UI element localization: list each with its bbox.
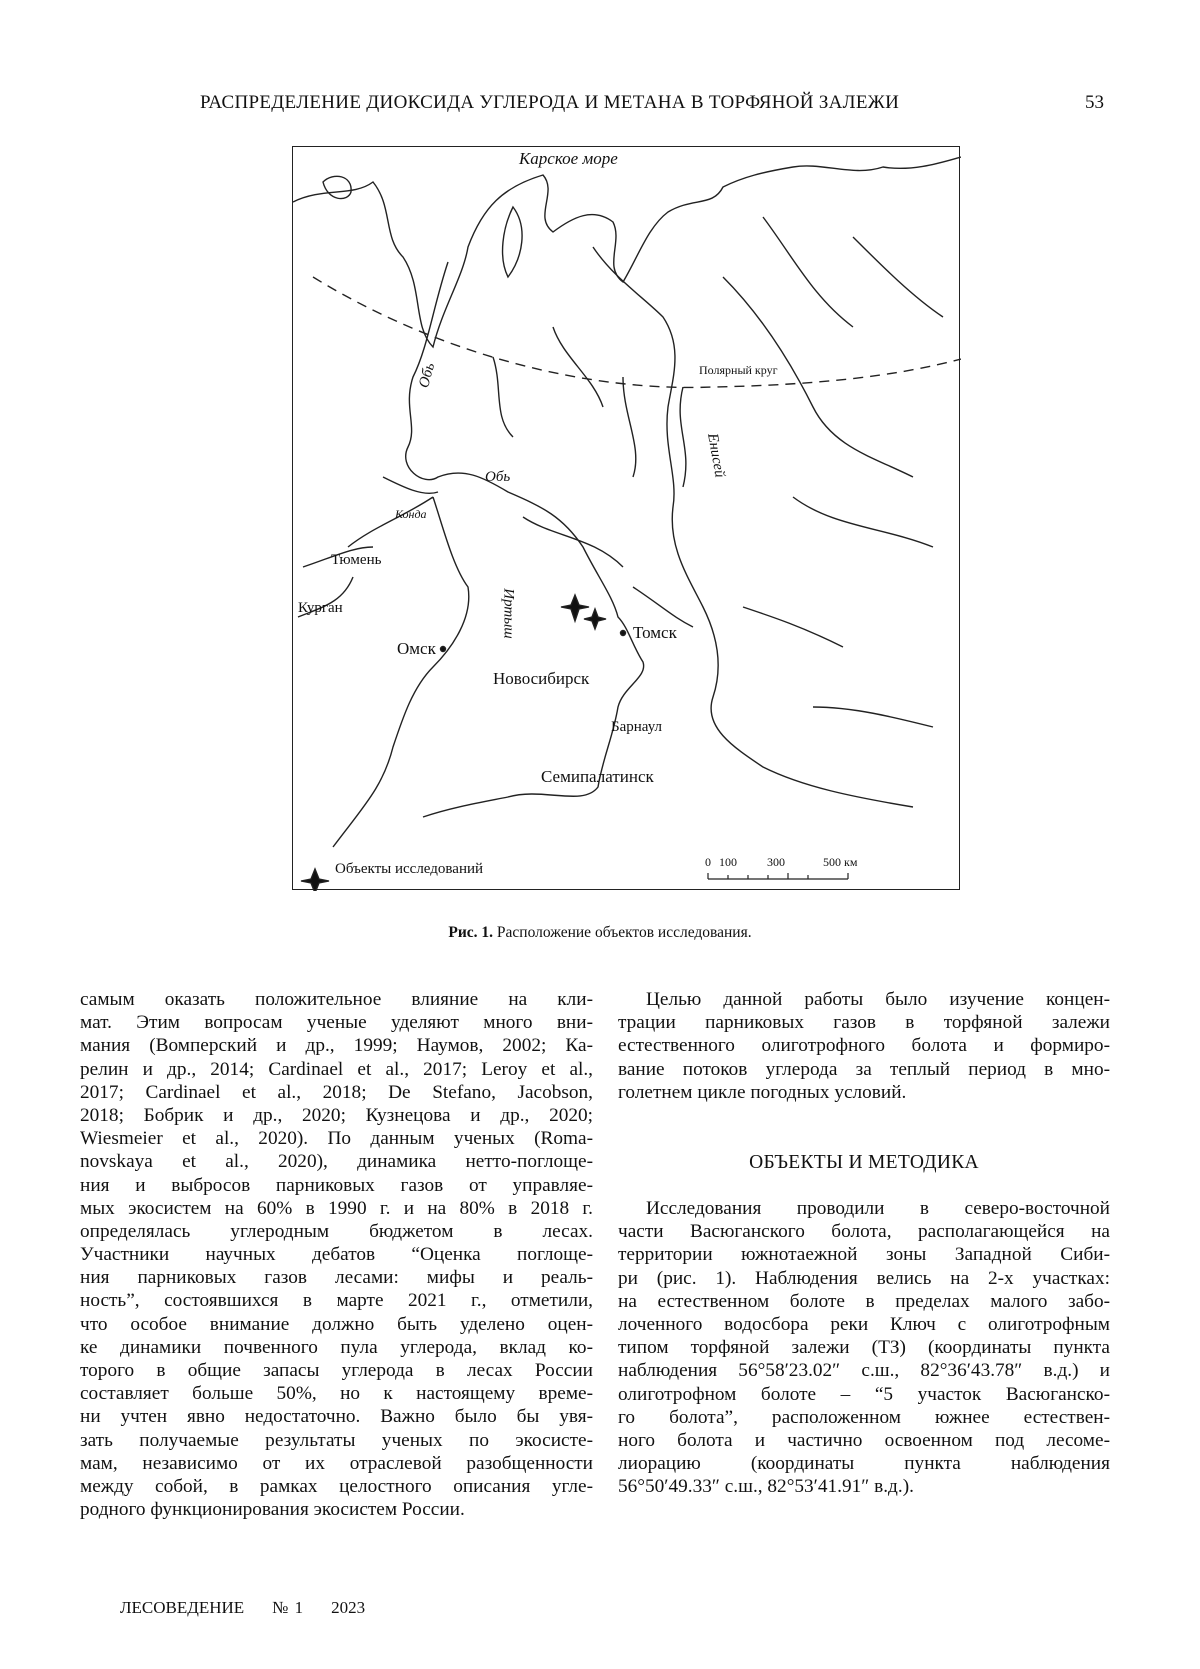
text-line: что особое внимание должно быть уделено оцен- xyxy=(80,1313,593,1335)
text-line: зать получаемые результаты ученых по экосисте- xyxy=(80,1429,593,1451)
text-line: олиготрофном болоте – “5 участок Васюганско- xyxy=(618,1383,1110,1405)
text-line: ния и выбросов парниковых газов от управляе- xyxy=(80,1174,593,1196)
text-line: ри (рис. 1). Наблюдения велись на 2-х участках: xyxy=(618,1267,1110,1289)
footer-journal: ЛЕСОВЕДЕНИЕ xyxy=(120,1598,245,1617)
label-ob-north: Обь xyxy=(416,361,439,390)
label-yenisei: Енисей xyxy=(704,431,728,479)
footer-issue: № 1 xyxy=(272,1598,304,1617)
label-ob: Обь xyxy=(485,469,511,485)
text-line: Целью данной работы было изучение концен- xyxy=(646,989,1110,1010)
caption-text: Расположение объектов исследования. xyxy=(493,924,752,941)
figure-caption xyxy=(0,924,1200,942)
text-line: лоченного водосбора реки Ключ с олиготрофным xyxy=(618,1313,1110,1335)
island xyxy=(323,176,351,198)
caption-label: Рис. 1. xyxy=(448,924,494,941)
text-line: типом торфяной залежи (ТЗ) (координаты пункта xyxy=(618,1337,1110,1359)
text-line: естественного олиготрофного болота и формиро- xyxy=(618,1035,1110,1057)
text-line: ни учтен явно недостаточно. Важно было бы увя- xyxy=(80,1406,593,1428)
study-site-star xyxy=(561,595,589,621)
footer xyxy=(120,1598,393,1618)
right-paragraph-aim xyxy=(618,988,1110,1104)
right-paragraph-methods xyxy=(618,1197,1110,1498)
scale-tick: 300 xyxy=(767,855,785,869)
scale-tick: 100 xyxy=(719,855,737,869)
section-heading: ОБЪЕКТЫ И МЕТОДИКА xyxy=(749,1152,979,1173)
scale-tick: 0 xyxy=(705,855,711,869)
label-arctic-circle: Полярный круг xyxy=(699,363,778,377)
peninsula xyxy=(503,207,523,277)
text-line: территории южнотаежной зоны Западной Сиби- xyxy=(618,1244,1110,1266)
city-dot-tomsk xyxy=(621,631,626,636)
text-line: мат. Этим вопросам ученые уделяют много вни- xyxy=(80,1012,593,1034)
figure-map xyxy=(292,146,960,890)
text-line: лиорацию (координаты пункта наблюдения xyxy=(618,1453,1110,1475)
label-tomsk: Томск xyxy=(633,623,677,642)
text-line: мам, независимо от их отраслевой разобщенности xyxy=(80,1452,593,1474)
text-line: го болота”, расположенном южнее естествен- xyxy=(618,1406,1110,1428)
text-line: торого в общие запасы углерода в лесах России xyxy=(80,1360,593,1381)
text-line: вание потоков углерода за теплый период в мно- xyxy=(618,1058,1110,1080)
text-line: самым оказать положительное влияние на кли- xyxy=(80,989,593,1010)
label-konda: Конда xyxy=(395,507,427,521)
text-line: 56°50′49.33″ с.ш., 82°53′41.91″ в.д.). xyxy=(618,1476,914,1498)
text-line: части Васюганского болота, располагающейся на xyxy=(618,1221,1110,1243)
river-tributaries xyxy=(493,327,693,627)
text-line: наблюдения 56°58′23.02″ с.ш., 82°36′43.78″ в.д.) и xyxy=(618,1360,1110,1382)
text-line: 2017; Cardinael et al., 2018; De Stefano, Jacobson, xyxy=(80,1081,593,1103)
text-line: родного функционирования экосистем России. xyxy=(80,1499,465,1521)
text-line: Участники научных дебатов “Оценка поглоще- xyxy=(80,1244,593,1266)
legend-star-icon xyxy=(301,869,329,891)
label-kara-sea: Карское море xyxy=(519,149,618,168)
text-line: ность”, состоявшихся в марте 2021 г., отметили, xyxy=(80,1290,593,1312)
label-barnaul: Барнаул xyxy=(611,719,663,735)
label-tyumen: Тюмень xyxy=(331,552,382,568)
legend-label: Объекты исследований xyxy=(335,861,484,877)
text-line: 2018; Бобрик и др., 2020; Кузнецова и др., 2020; xyxy=(80,1104,593,1126)
text-line: ния парниковых газов лесами: мифы и реаль- xyxy=(80,1267,593,1289)
text-line: определялась углеродным бюджетом в лесах. xyxy=(80,1220,593,1242)
label-semipalatinsk: Семипалатинск xyxy=(541,767,654,786)
text-line: составляет больше 50%, но к настоящему време- xyxy=(80,1383,593,1405)
label-novosibirsk: Новосибирск xyxy=(493,669,590,688)
footer-year: 2023 xyxy=(331,1598,366,1617)
text-line: голетнем цикле погодных условий. xyxy=(618,1081,907,1103)
text-line: релин и др., 2014; Cardinael et al., 2017; Leroy et al., xyxy=(80,1058,593,1080)
text-line: ке динамики почвенного пула углерода, вклад ко- xyxy=(80,1336,593,1358)
left-column-text xyxy=(80,988,593,1521)
text-line: между собой, в рамках целостного описания угле- xyxy=(80,1475,593,1497)
study-site-star xyxy=(584,609,606,629)
label-kurgan: Курган xyxy=(298,600,343,616)
text-line: мых экосистем на 60% в 1990 г. и на 80% в 2018 г. xyxy=(80,1197,593,1219)
label-omsk: Омск xyxy=(397,639,436,658)
text-line: на естественном болоте в пределах малого забо- xyxy=(618,1290,1110,1312)
scale-bar xyxy=(708,873,848,879)
river-ob xyxy=(406,262,644,817)
text-line: Исследования проводили в северо-восточной xyxy=(646,1198,1110,1219)
city-dot-omsk xyxy=(441,647,446,652)
page-number: 53 xyxy=(1085,92,1104,113)
text-line: мания (Вомперский и др., 1999; Наумов, 2002; Ка- xyxy=(80,1035,593,1057)
text-line: трации парниковых газов в торфяной залежи xyxy=(618,1012,1110,1034)
river-yenisei-tributaries xyxy=(723,217,943,727)
scale-tick: 500 км xyxy=(823,855,858,869)
text-line: novskaya et al., 2020), динамика нетто-поглоще- xyxy=(80,1151,593,1173)
label-irtysh: Иртыш xyxy=(500,588,517,639)
text-line: Wiesmeier et al., 2020). По данным ученых (Roma- xyxy=(80,1128,593,1150)
text-line: ного болота и частично освоенном под лесоме- xyxy=(618,1429,1110,1451)
coastline xyxy=(293,157,961,347)
running-title: РАСПРЕДЕЛЕНИЕ ДИОКСИДА УГЛЕРОДА И МЕТАНА В ТОРФЯНОЙ ЗАЛЕЖИ xyxy=(200,92,900,113)
